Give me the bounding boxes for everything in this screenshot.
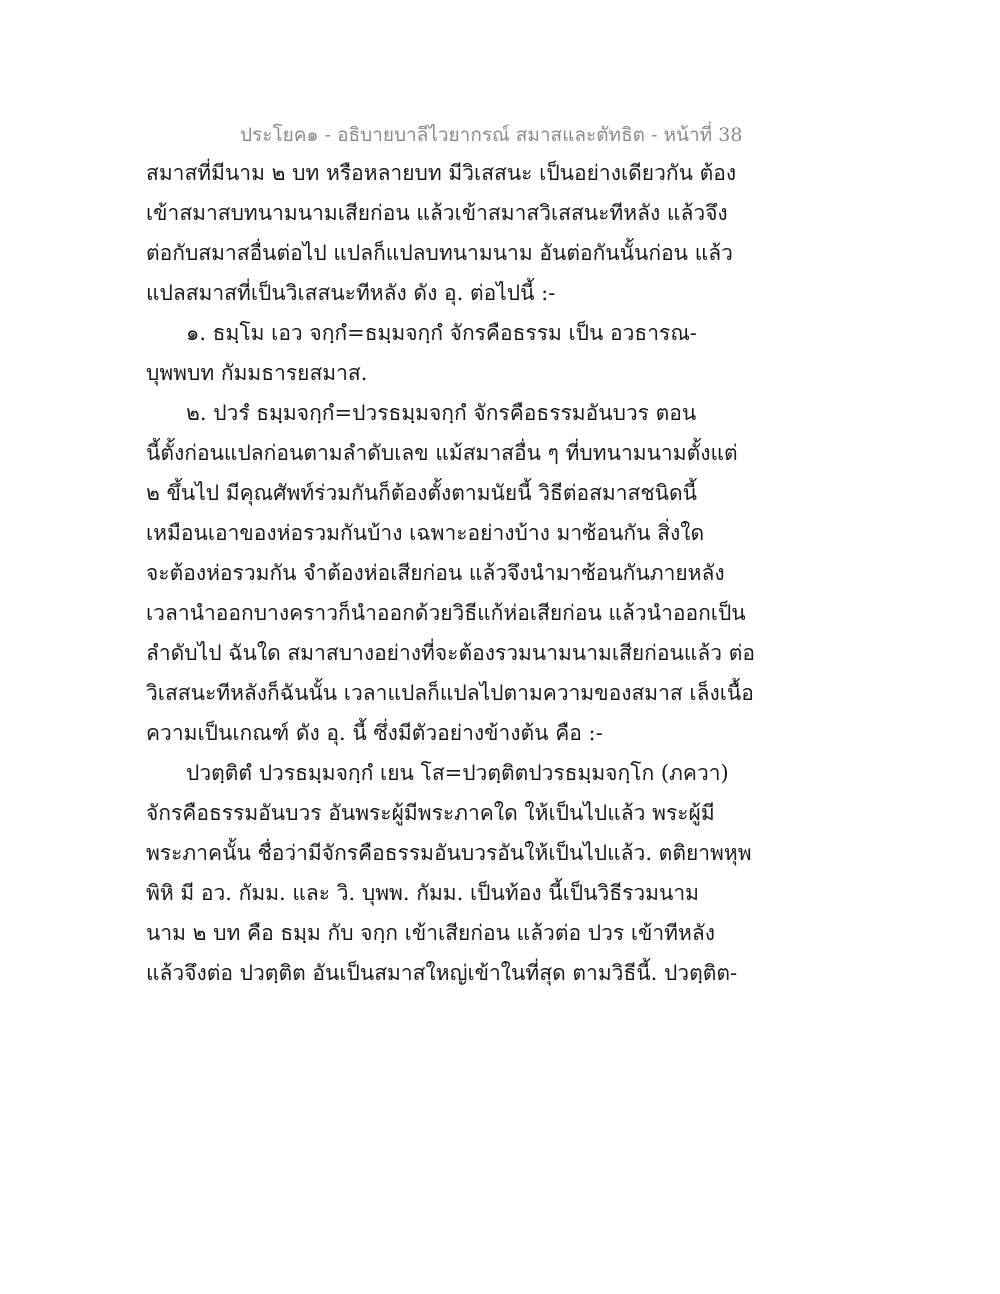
body-line: วิเสสนะทีหลังก็ฉันนั้น เวลาแปลก็แปลไปตามความของสมาส เล็งเนื้อ — [146, 681, 754, 705]
body-line: ปวตฺติตํ ปวรธมฺมจกฺกํ เยน โส=ปวตฺติตปวรธมฺมจกฺโก (ภควา) — [186, 761, 729, 785]
body-line: แปลสมาสที่เป็นวิเสสนะทีหลัง ดัง อุ. ต่อไปนี้ :- — [146, 281, 556, 305]
body-line: ๒ ขึ้นไป มีคุณศัพท์ร่วมกันก็ต้องตั้งตามนัยนี้ วิธีต่อสมาสชนิดนี้ — [146, 481, 697, 505]
body-line: แล้วจึงต่อ ปวตฺติต อันเป็นสมาสใหญ่เข้าในที่สุด ตามวิธีนี้. ปวตฺติต- — [146, 961, 738, 985]
body-line: นี้ตั้งก่อนแปลก่อนตามลำดับเลข แม้สมาสอื่น ๆ ที่บทนามนามตั้งแต่ — [146, 441, 738, 465]
body-line: เวลานำออกบางคราวก็นำออกด้วยวิธีแก้ห่อเสียก่อน แล้วนำออกเป็น — [146, 601, 746, 625]
body-line: ต่อกับสมาสอื่นต่อไป แปลก็แปลบทนามนาม อันต่อกันนั้นก่อน แล้ว — [146, 241, 733, 265]
body-line: พระภาคนั้น ชื่อว่ามีจักรคือธรรมอันบวรอันให้เป็นไปแล้ว. ตติยาพหุพ — [146, 841, 752, 865]
body-line: ความเป็นเกณฑ์ ดัง อุ. นี้ ซึ่งมีตัวอย่างข้างต้น คือ :- — [146, 721, 603, 745]
body-line: นาม ๒ บท คือ ธมฺม กับ จกฺก เข้าเสียก่อน แล้วต่อ ปวร เข้าทีหลัง — [146, 921, 715, 945]
body-line: ๒. ปวรํ ธมฺมจกฺกํ=ปวรธมฺมจกฺกํ จักรคือธรรมอันบวร ตอน — [186, 401, 697, 425]
body-line: จักรคือธรรมอันบวร อันพระผู้มีพระภาคใด ให้เป็นไปแล้ว พระผู้มี — [146, 801, 715, 825]
body-line: จะต้องห่อรวมกัน จำต้องห่อเสียก่อน แล้วจึงนำมาซ้อนกันภายหลัง — [146, 561, 725, 585]
body-line: ๑. ธมฺโม เอว จกฺกํ=ธมฺมจกฺกํ จักรคือธรรม เป็น อวธารณ- — [186, 321, 697, 345]
body-line: ลำดับไป ฉันใด สมาสบางอย่างที่จะต้องรวมนามนามเสียก่อนแล้ว ต่อ — [146, 641, 755, 665]
body-line: พิหิ มี อว. กัมม. และ วิ. บุพพ. กัมม. เป็นท้อง นี้เป็นวิธีรวมนาม — [146, 881, 699, 905]
body-line: เหมือนเอาของห่อรวมกันบ้าง เฉพาะอย่างบ้าง มาซ้อนกัน สิ่งใด — [146, 521, 705, 545]
body-line: สมาสที่มีนาม ๒ บท หรือหลายบท มีวิเสสนะ เป็นอย่างเดียวกัน ต้อง — [146, 161, 737, 185]
page-header: ประโยค๑ - อธิบายบาลีไวยากรณ์ สมาสและตัทธิต - หน้าที่ 38 — [240, 124, 743, 146]
body-line: เข้าสมาสบทนามนามเสียก่อน แล้วเข้าสมาสวิเสสนะทีหลัง แล้วจึง — [146, 201, 728, 225]
body-line: บุพพบท กัมมธารยสมาส. — [146, 361, 368, 385]
